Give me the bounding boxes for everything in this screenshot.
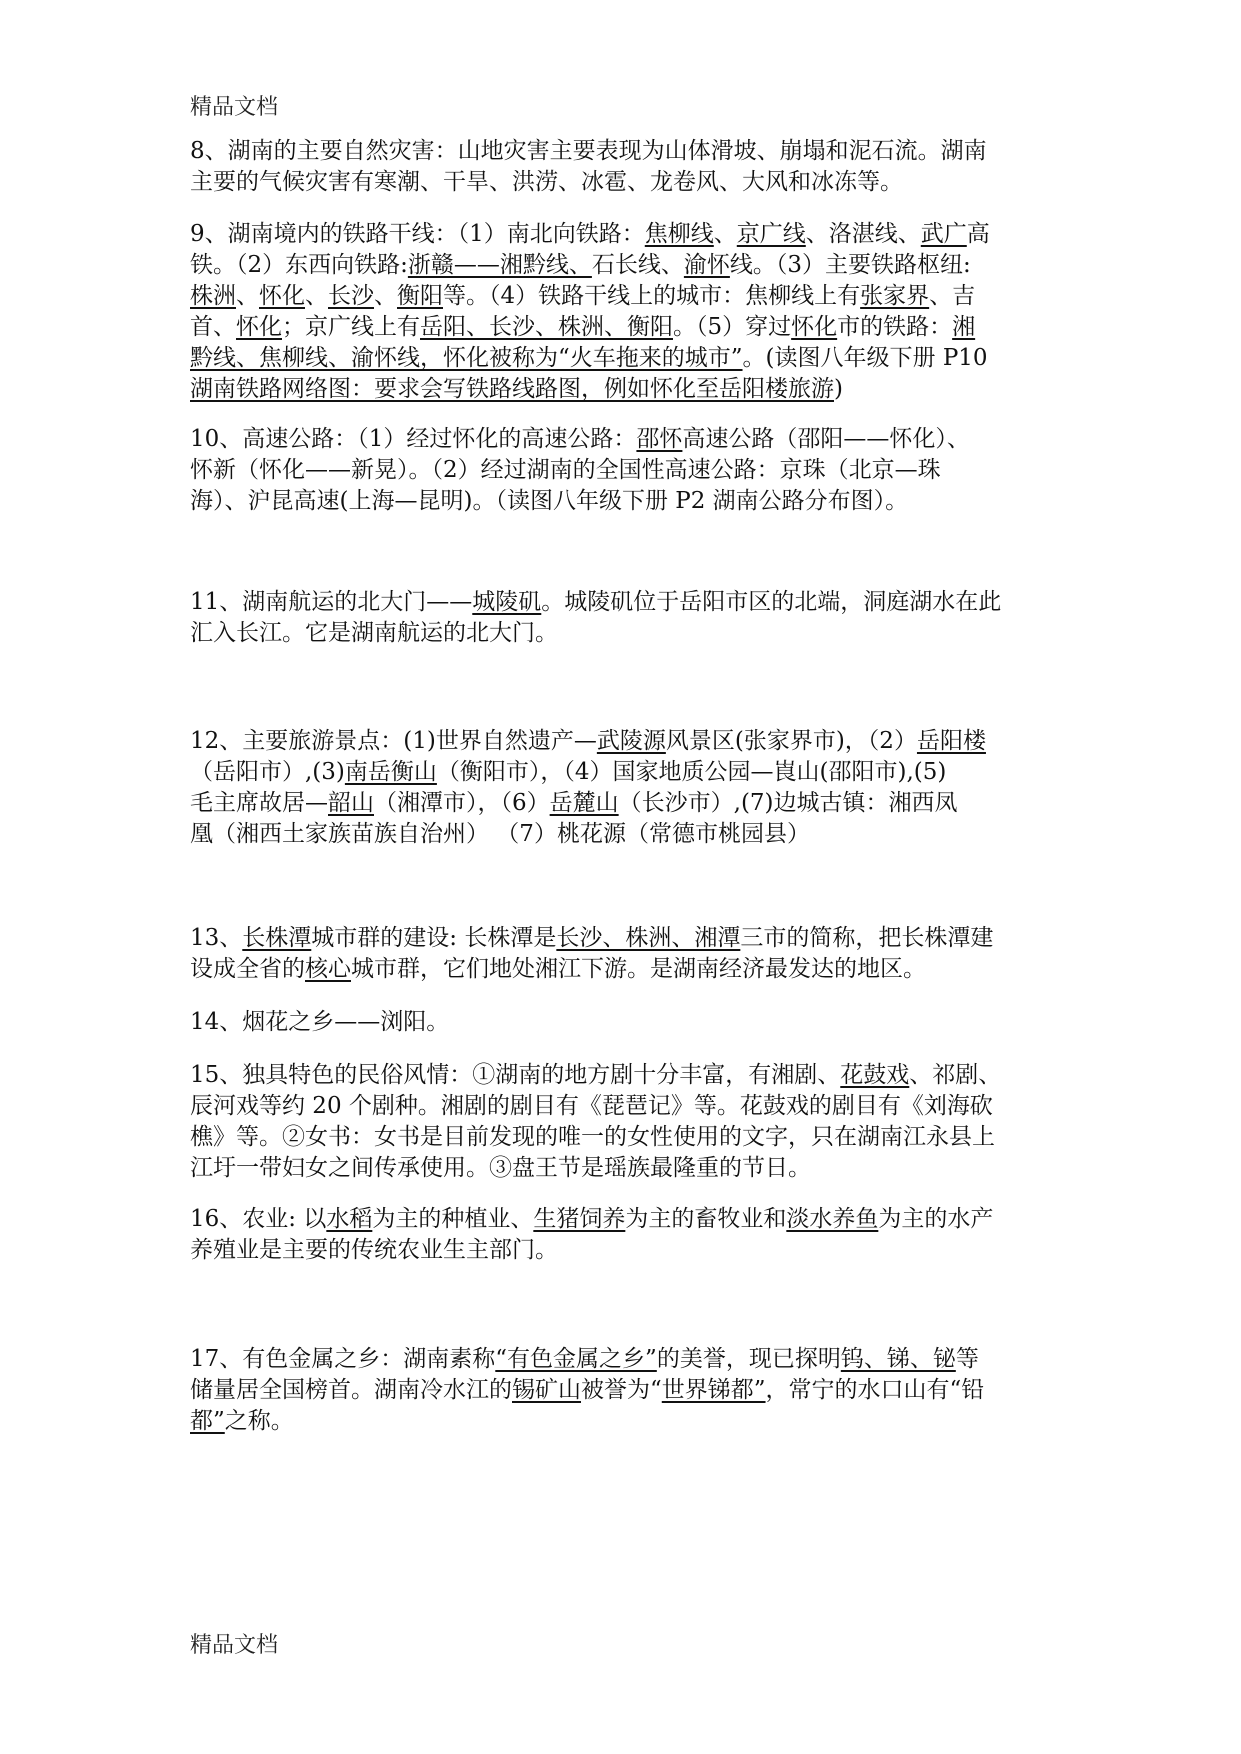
text-segment: 石长线、 [591, 252, 684, 278]
text-segment: 铁。（2）东西向铁路: [190, 252, 408, 278]
text-segment: 15、独具特色的民俗风情：①湖南的地方剧十分丰富，有湘剧、 [190, 1062, 841, 1088]
text-segment: 为主的种植业、 [372, 1206, 534, 1232]
text-segment: 樵》等。②女书：女书是目前发现的唯一的女性使用的文字，只在湖南江永县上 [190, 1124, 995, 1150]
page-header: 精品文档 [190, 95, 279, 120]
text-segment: 。城陵矶位于岳阳市区的北端，洞庭湖水在此 [541, 589, 1002, 615]
text-line [190, 1153, 1060, 1184]
paragraph-14 [190, 1007, 1060, 1038]
text-segment: 怀新（怀化——新晃）。（2）经过湖南的全国性高速公路：京珠（北京—珠 [190, 457, 941, 483]
underlined-text: 邵怀 [636, 426, 683, 452]
text-segment: 、 [236, 283, 259, 309]
underlined-text: 怀化 [259, 283, 305, 309]
text-line [190, 757, 1060, 788]
text-segment: 11、湖南航运的北大门—— [190, 589, 473, 615]
underlined-text: 锡矿山 [512, 1377, 581, 1403]
text-line [190, 486, 1060, 517]
text-segment: 江圩一带妇女之间传承使用。③盘王节是瑶族最隆重的节日。 [190, 1155, 811, 1181]
text-segment: （岳阳市）,(3) [190, 759, 345, 785]
underlined-text: 黔线、焦柳线、渝怀线，怀化被称为“火车拖来的城市” [190, 345, 743, 371]
underlined-text: 钨、锑、铋 [840, 1346, 956, 1372]
text-line [190, 343, 1060, 374]
underlined-text: 生猪饲养 [533, 1206, 626, 1232]
underlined-text: 湖南铁路网络图：要求会写铁路线路图，例如怀化至岳阳楼旅游 [190, 376, 834, 402]
paragraph-11 [190, 587, 1060, 649]
underlined-text: 浙赣——湘黔线、 [407, 252, 592, 278]
text-segment: 13、 [190, 925, 243, 951]
underlined-text: 世界锑都” [661, 1377, 766, 1403]
text-segment: 首、 [190, 314, 236, 340]
text-segment: 之称。 [224, 1408, 294, 1434]
paragraph-15 [190, 1060, 1060, 1184]
text-line [190, 374, 1060, 405]
text-line [190, 281, 1060, 312]
text-segment: 设成全省的 [190, 956, 305, 982]
underlined-text: 南岳衡山 [344, 759, 437, 785]
text-line [190, 1235, 1060, 1266]
text-segment: 、 [305, 283, 328, 309]
underlined-text: 焦柳线 [644, 221, 714, 247]
underlined-text: 长株潭 [242, 925, 312, 951]
underlined-text: 淡水养鱼 [786, 1206, 879, 1232]
paragraph-16 [190, 1204, 1060, 1266]
underlined-text: 核心 [305, 956, 351, 982]
text-line [190, 1060, 1060, 1091]
text-segment: 10、高速公路：（1）经过怀化的高速公路： [190, 426, 637, 452]
underlined-text: 衡阳 [397, 283, 443, 309]
text-line [190, 455, 1060, 486]
text-line [190, 250, 1060, 281]
paragraph-8 [190, 136, 1060, 198]
underlined-text: 花鼓戏 [840, 1062, 910, 1088]
text-segment: 等 [955, 1346, 979, 1372]
underlined-text: 张家界 [860, 283, 930, 309]
text-line [190, 1344, 1060, 1375]
text-segment: 城市群，它们地处湘江下游。是湖南经济最发达的地区。 [351, 956, 926, 982]
underlined-text: 韶山 [328, 790, 374, 816]
text-line [190, 819, 1060, 850]
text-segment: 城市群的建设: 长株潭是 [311, 925, 557, 951]
text-segment: 海）、沪昆高速(上海—昆明)。（读图八年级下册 P2 湖南公路分布图）。 [190, 488, 909, 514]
underlined-text: 京广线 [736, 221, 806, 247]
underlined-text: 湘 [952, 314, 976, 340]
underlined-text: 怀化 [791, 314, 838, 340]
text-segment: 等。（4）铁路干线上的城市：焦柳线上有 [443, 283, 861, 309]
underlined-text: 怀化 [236, 314, 282, 340]
underlined-text: 岳阳楼 [916, 728, 986, 754]
paragraph-13 [190, 923, 1060, 985]
text-line [190, 1007, 1060, 1038]
text-line [190, 312, 1060, 343]
text-line [190, 1091, 1060, 1122]
text-line [190, 1406, 1060, 1437]
text-segment: 三市的简称，把长株潭建 [740, 925, 994, 951]
underlined-text: “有色金属之乡” [495, 1346, 657, 1372]
underlined-text: 岳阳、长沙、株洲、衡阳 [420, 314, 673, 340]
text-line [190, 136, 1060, 167]
text-segment: 高速公路（邵阳——怀化）、 [682, 426, 970, 452]
text-segment: （长沙市）,(7)边城古镇：湘西凤 [618, 790, 958, 816]
text-segment: 、洛湛线、 [805, 221, 921, 247]
text-segment: （衡阳市），（4）国家地质公园—崀山(邵阳市),(5) [436, 759, 947, 785]
text-segment: 16、农业: 以 [190, 1206, 327, 1232]
text-line [190, 1204, 1060, 1235]
text-segment: 汇入长江。它是湖南航运的北大门。 [190, 620, 558, 646]
text-segment: ；京广线上有 [282, 314, 420, 340]
underlined-text: 岳麓山 [549, 790, 619, 816]
text-line [190, 219, 1060, 250]
text-segment: 市的铁路： [837, 314, 953, 340]
text-segment: 凰（湘西土家族苗族自治州） （7）桃花源（常德市桃园县） [190, 821, 810, 847]
paragraph-10 [190, 424, 1060, 517]
text-segment: 主要的气候灾害有寒潮、干旱、洪涝、冰雹、龙卷风、大风和冰冻等。 [190, 169, 903, 195]
text-line [190, 618, 1060, 649]
underlined-text: 渝怀 [683, 252, 730, 278]
text-line [190, 587, 1060, 618]
text-segment: 12、主要旅游景点：(1)世界自然遗产— [190, 728, 597, 754]
underlined-text: 长沙 [328, 283, 374, 309]
underlined-text: 株洲 [190, 283, 236, 309]
underlined-text: 长沙、株洲、湘潭 [556, 925, 741, 951]
text-segment: 、吉 [929, 283, 976, 309]
paragraph-17 [190, 1344, 1060, 1437]
text-segment: 。（5）穿过 [673, 314, 792, 340]
paragraph-9 [190, 219, 1060, 405]
text-segment: （湘潭市），（6） [374, 790, 550, 816]
text-segment: 辰河戏等约 20 个剧种。湘剧的剧目有《琵琶记》等。花鼓戏的剧目有《刘海砍 [190, 1093, 993, 1119]
text-segment: 、祁剧、 [909, 1062, 1002, 1088]
underlined-text: 都” [190, 1408, 225, 1434]
text-segment: ) [834, 376, 843, 402]
text-line [190, 954, 1060, 985]
text-segment: 9、湖南境内的铁路干线：（1）南北向铁路： [190, 221, 645, 247]
text-line [190, 424, 1060, 455]
text-segment: 17、有色金属之乡：湖南素称 [190, 1346, 496, 1372]
text-segment: ，常宁的水口山有“铅 [765, 1377, 985, 1403]
text-line [190, 1375, 1060, 1406]
underlined-text: 城陵矶 [472, 589, 542, 615]
text-line [190, 726, 1060, 757]
text-segment: 为主的水产 [878, 1206, 994, 1232]
text-segment: 的美誉，现已探明 [656, 1346, 841, 1372]
text-segment: 高 [966, 221, 990, 247]
text-segment: 储量居全国榜首。湖南冷水江的 [190, 1377, 512, 1403]
text-segment: 为主的畜牧业和 [625, 1206, 787, 1232]
text-segment: 线。（3）主要铁路枢纽: [729, 252, 971, 278]
page-footer: 精品文档 [190, 1633, 279, 1658]
paragraph-12 [190, 726, 1060, 850]
text-segment: 、 [374, 283, 397, 309]
text-segment: 被誉为“ [581, 1377, 662, 1403]
text-segment: 8、湖南的主要自然灾害：山地灾害主要表现为山体滑坡、崩塌和泥石流。湖南 [190, 138, 987, 164]
text-line [190, 788, 1060, 819]
text-segment: 、 [713, 221, 737, 247]
text-segment: 养殖业是主要的传统农业生主部门。 [190, 1237, 558, 1263]
text-segment: 。(读图八年级下册 P10 [742, 345, 988, 371]
underlined-text: 武陵源 [596, 728, 666, 754]
text-line [190, 167, 1060, 198]
underlined-text: 水稻 [326, 1206, 373, 1232]
text-segment: 14、烟花之乡——浏阳。 [190, 1009, 450, 1035]
text-line [190, 1122, 1060, 1153]
underlined-text: 武广 [920, 221, 967, 247]
text-line [190, 923, 1060, 954]
text-segment: 风景区(张家界市)，（2） [665, 728, 917, 754]
text-segment: 毛主席故居— [190, 790, 328, 816]
